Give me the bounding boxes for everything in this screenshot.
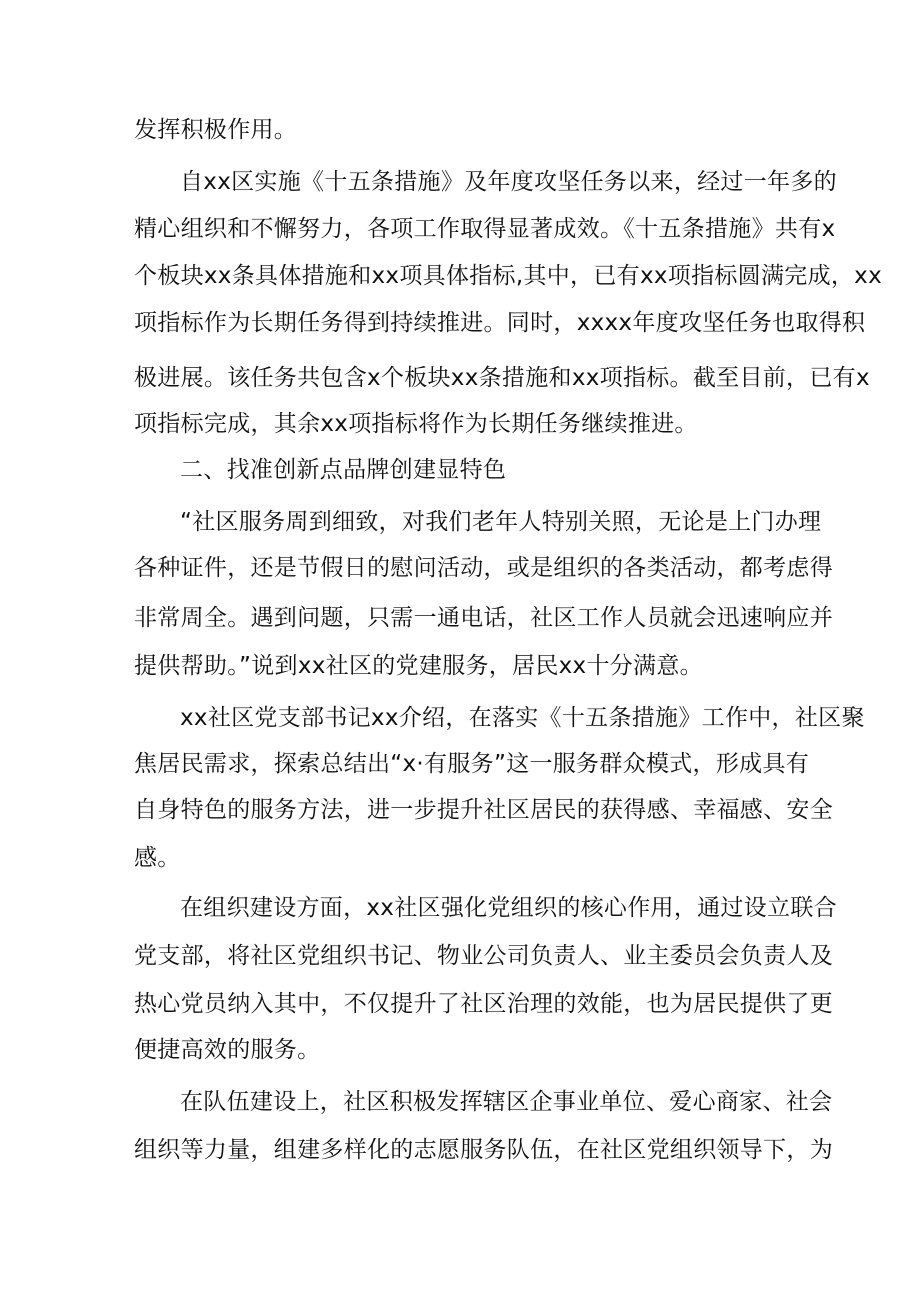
paragraph-line: 热心党员纳入其中，不仅提升了社区治理的效能，也为居民提供了更 <box>134 991 833 1017</box>
paragraph-line: 焦居民需求，探索总结出“x·有服务”这一服务群众模式，形成具有 <box>134 751 810 777</box>
paragraph-line: 在组织建设方面，xx社区强化党组织的核心作用，通过设立联合 <box>180 895 837 921</box>
paragraph-line: 自xx区实施《十五条措施》及年度攻坚任务以来，经过一年多的 <box>180 169 837 195</box>
paragraph-line: 非常周全。遇到问题，只需一通电话，社区工作人员就会迅速响应并 <box>134 605 833 631</box>
paragraph-line: 组织等力量，组建多样化的志愿服务队伍，在社区党组织领导下，为 <box>134 1137 833 1163</box>
paragraph-line: 各种证件，还是节假日的慰问活动，或是组织的各类活动，都考虑得 <box>134 555 833 581</box>
section-heading: 二、找准创新点品牌创建显特色 <box>180 457 507 483</box>
paragraph-line: 自身特色的服务方法，进一步提升社区居民的获得感、幸福感、安全 <box>134 797 833 823</box>
paragraph-line: 提供帮助。”说到xx社区的党建服务，居民xx十分满意。 <box>134 653 703 679</box>
paragraph-line: 发挥积极作用。 <box>134 117 298 143</box>
paragraph-line: 极进展。该任务共包含x个板块xx条措施和xx项指标。截至目前，已有x <box>134 365 870 391</box>
paragraph-line: 项指标作为长期任务得到持续推进。同时，xxxx年度攻坚任务也取得积 <box>134 310 866 336</box>
paragraph-line: 感。 <box>134 845 181 871</box>
paragraph-line: 在队伍建设上，社区积极发挥辖区企事业单位、爱心商家、社会 <box>180 1089 833 1115</box>
paragraph-line: “社区服务周到细致，对我们老年人特别关照，无论是上门办理 <box>180 509 822 535</box>
paragraph-line: 党支部，将社区党组织书记、物业公司负责人、业主委员会负责人及 <box>134 943 833 969</box>
paragraph-line: 精心组织和不懈努力，各项工作取得显著成效。《十五条措施》共有x <box>134 216 836 242</box>
paragraph-line: 个板块xx条具体措施和xx项具体指标,其中，已有xx项指标圆满完成，xx <box>134 263 883 289</box>
paragraph-line: xx社区党支部书记xx介绍，在落实《十五条措施》工作中，社区聚 <box>180 705 865 731</box>
paragraph-line: 项指标完成，其余xx项指标将作为长期任务继续推进。 <box>134 411 698 437</box>
paragraph-line: 便捷高效的服务。 <box>134 1037 321 1063</box>
